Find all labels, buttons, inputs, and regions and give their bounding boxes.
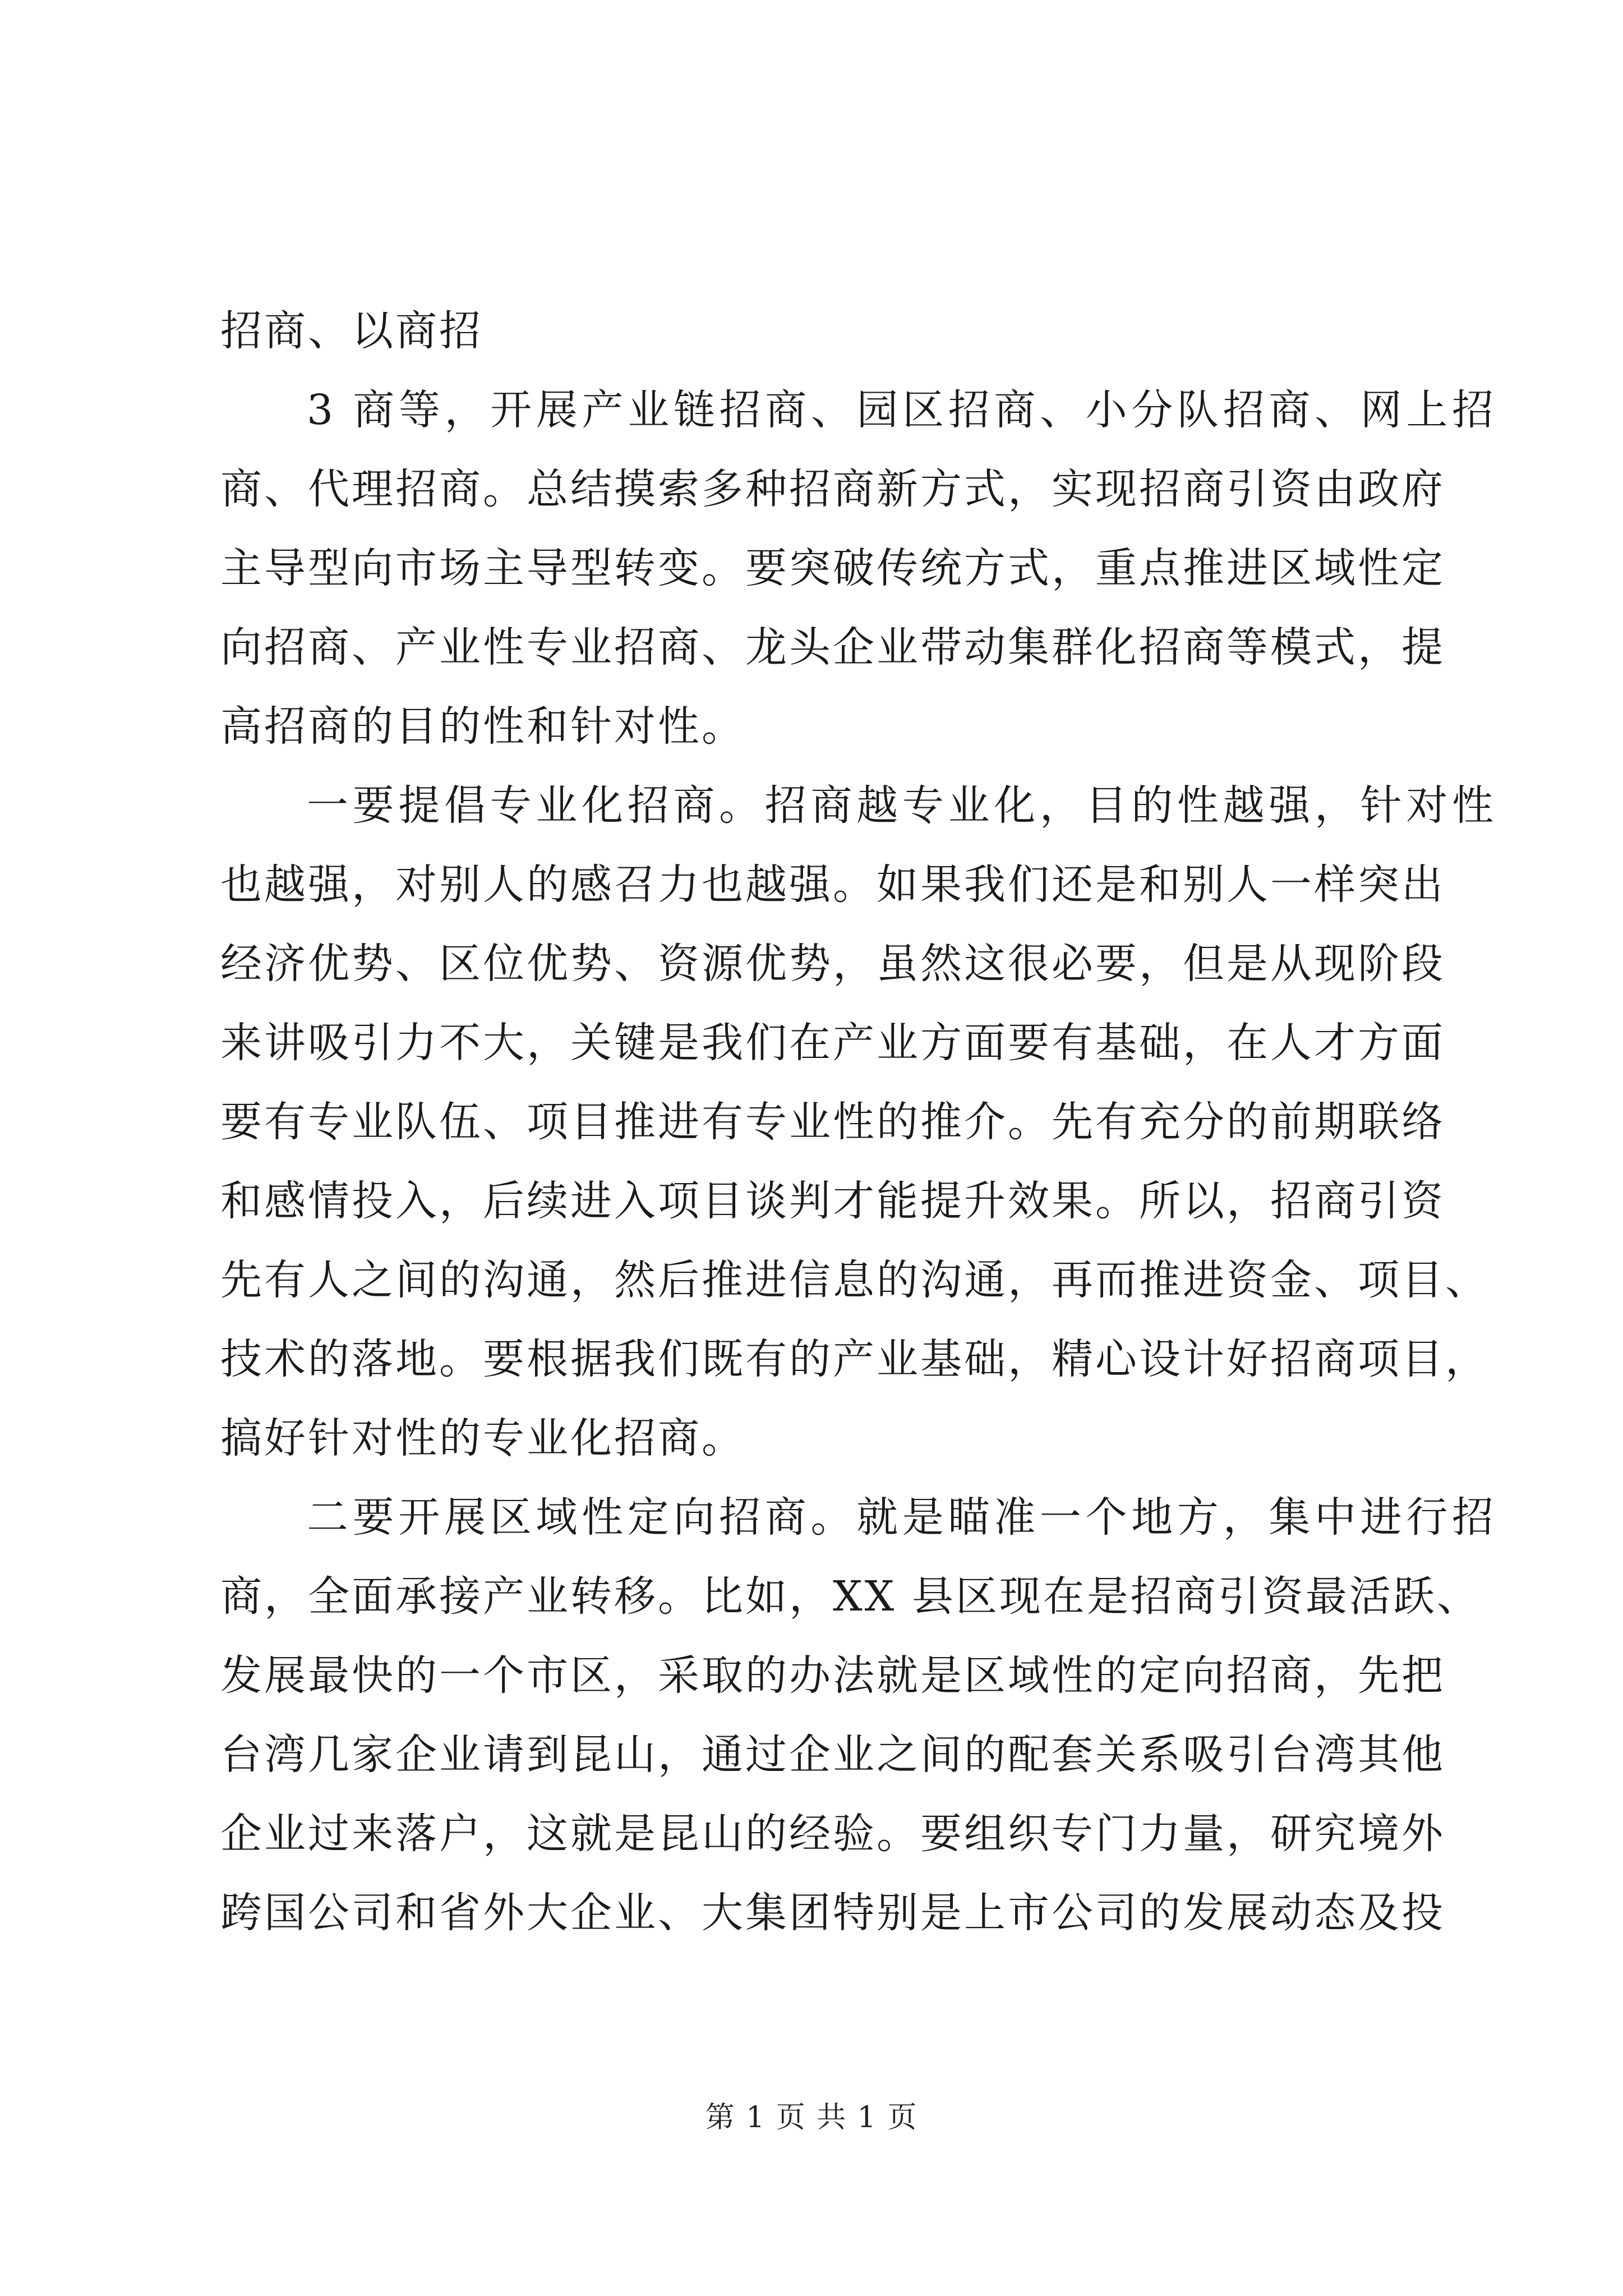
- text-line-21: 跨国公司和省外大企业、大集团特别是上市公司的发展动态及投: [220, 1889, 1445, 1937]
- text-line-11: 要有专业队伍、项目推进有专业性的推介。先有充分的前期联络: [220, 1098, 1445, 1146]
- text-line-8: 也越强，对别人的感召力也越强。如果我们还是和别人一样突出: [220, 861, 1445, 909]
- text-line-3: 商、代理招商。总结摸索多种招商新方式，实现招商引资由政府: [220, 465, 1445, 513]
- text-line-16: 二要开展区域性定向招商。就是瞄准一个地方，集中进行招: [307, 1493, 1496, 1542]
- text-line-15: 搞好针对性的专业化招商。: [220, 1414, 745, 1462]
- document-body: [220, 292, 1496, 1953]
- text-line-4: 主导型向市场主导型转变。要突破传统方式，重点推进区域性定: [220, 544, 1445, 592]
- page-number-label: 第 1 页 共 1 页: [705, 2101, 918, 2134]
- text-line-17: 商，全面承接产业转移。比如，XX 县区现在是招商引资最活跃、: [220, 1572, 1481, 1621]
- text-line-13: 先有人之间的沟通，然后推进信息的沟通，再而推进资金、项目、: [220, 1256, 1489, 1304]
- text-line-9: 经济优势、区位优势、资源优势，虽然这很必要，但是从现阶段: [220, 940, 1445, 988]
- text-line-19: 台湾几家企业请到昆山，通过企业之间的配套关系吸引台湾其他: [220, 1731, 1445, 1779]
- text-line-12: 和感情投入，后续进入项目谈判才能提升效果。所以，招商引资: [220, 1177, 1445, 1225]
- text-line-1: 招商、以商招: [220, 307, 483, 355]
- text-line-18: 发展最快的一个市区，采取的办法就是区域性的定向招商，先把: [220, 1651, 1445, 1700]
- text-line-10: 来讲吸引力不大，关键是我们在产业方面要有基础，在人才方面: [220, 1019, 1445, 1067]
- text-line-2: 3 商等，开展产业链招商、园区招商、小分队招商、网上招: [307, 386, 1496, 434]
- text-line-6: 高招商的目的性和针对性。: [220, 702, 745, 751]
- text-line-5: 向招商、产业性专业招商、龙头企业带动集群化招商等模式，提: [220, 623, 1445, 671]
- text-line-7: 一要提倡专业化招商。招商越专业化，目的性越强，针对性: [307, 781, 1496, 830]
- text-line-14: 技术的落地。要根据我们既有的产业基础，精心设计好招商项目，: [220, 1335, 1489, 1383]
- text-line-20: 企业过来落户，这就是昆山的经验。要组织专门力量，研究境外: [220, 1810, 1445, 1858]
- page-footer: [0, 2098, 1623, 2137]
